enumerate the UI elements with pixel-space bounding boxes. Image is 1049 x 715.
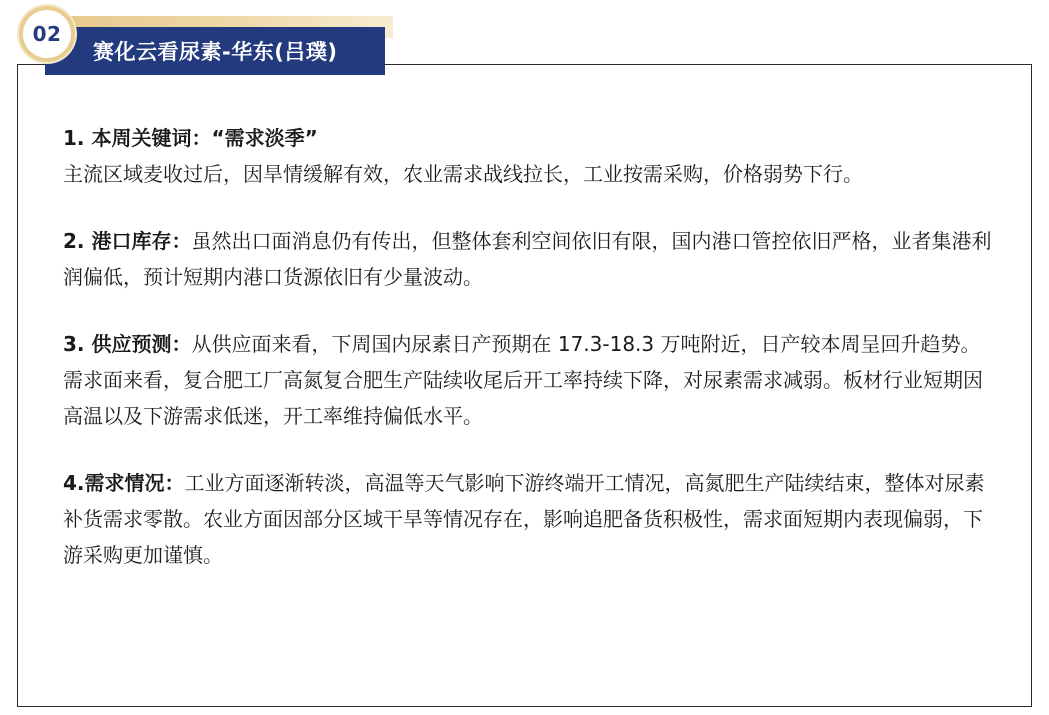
section-keywords	[63, 120, 993, 192]
section-title: 4.需求情况：	[63, 471, 185, 495]
section-body: 虽然出口面消息仍有传出，但整体套利空间依旧有限，国内港口管控依旧严格，业者集港利润偏低，预计短期内港口货源依旧有少量波动。	[63, 229, 992, 289]
section-body: 从供应面来看，下周国内尿素日产预期在 17.3-18.3 万吨附近，日产较本周呈回升趋势。需求面来看，复合肥工厂高氮复合肥生产陆续收尾后开工率持续下降，对尿素需求减弱。板材行业短期因高温以及下游需求低迷，开工率维持偏低水平。	[63, 332, 983, 428]
section-body: 主流区域麦收过后，因旱情缓解有效，农业需求战线拉长，工业按需采购，价格弱势下行。	[63, 162, 863, 186]
section-title: 2. 港口库存：	[63, 229, 192, 253]
section-number: 02	[32, 22, 62, 46]
section-number-badge	[19, 6, 75, 62]
section-title: 1. 本周关键词：“需求淡季”	[63, 126, 318, 150]
report-content	[63, 120, 993, 604]
section-demand	[63, 465, 993, 573]
header-title: 赛化云看尿素-华东(吕璞)	[93, 40, 338, 64]
section-supply-forecast	[63, 326, 993, 434]
section-header	[45, 27, 385, 75]
section-port-inventory	[63, 223, 993, 295]
section-title: 3. 供应预测：	[63, 332, 192, 356]
section-body: 工业方面逐渐转淡，高温等天气影响下游终端开工情况，高氮肥生产陆续结束，整体对尿素补货需求零散。农业方面因部分区域干旱等情况存在，影响追肥备货积极性，需求面短期内表现偏弱，下游采购更加谨慎。	[63, 471, 985, 567]
